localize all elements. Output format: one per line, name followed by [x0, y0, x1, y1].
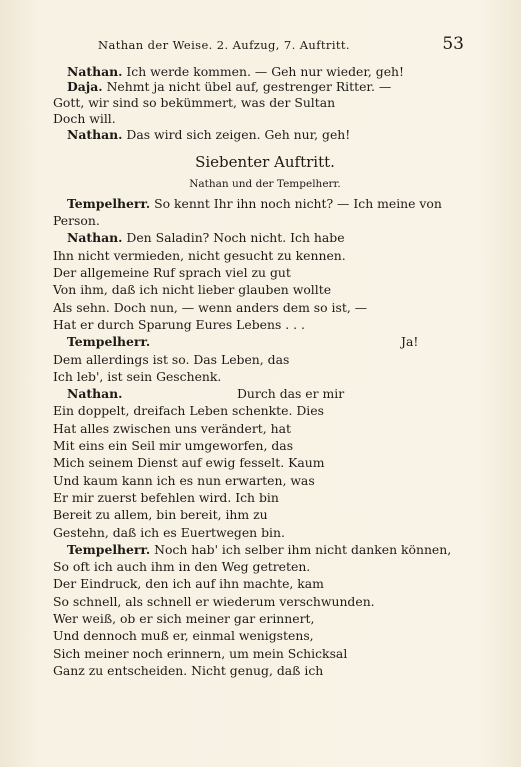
line-text: Den Saladin? Noch nicht. Ich habe [126, 230, 345, 246]
page-body [53, 63, 469, 679]
text-line: Sich meiner noch erinnern, um mein Schicksal [53, 645, 348, 661]
text-line [53, 385, 469, 402]
text-line: Gestehn, daß ich es Euertwegen bin. [53, 524, 285, 540]
text-line: Als sehn. Doch nun, — wenn anders dem so ist, — [53, 299, 368, 315]
scene-title: Siebenter Auftritt. [195, 152, 335, 171]
text-line [53, 541, 469, 558]
text-line [53, 333, 469, 350]
speaker-name: Daja. [67, 79, 103, 95]
text-line: Ihn nicht vermieden, nicht gesucht zu kennen. [53, 247, 346, 263]
line-text: Das wird sich zeigen. Geh nur, geh! [126, 126, 351, 142]
text-line: Er mir zuerst befehlen wird. Ich bin [53, 489, 279, 505]
speaker-name: Nathan. [67, 126, 123, 142]
text-line: Ich leb', ist sein Geschenk. [53, 368, 222, 384]
page-header [98, 34, 464, 54]
line-text: Durch das er mir [237, 386, 345, 402]
text-line [53, 126, 469, 143]
text-line: Und kaum kann ich es nun erwarten, was [53, 472, 315, 488]
speaker-name: Tempelherr. [67, 334, 151, 350]
text-line: Hat alles zwischen uns verändert, hat [53, 420, 291, 436]
text-line: Gott, wir sind so bekümmert, was der Sultan [53, 95, 336, 111]
text-line [53, 229, 469, 246]
speaker-name: Nathan. [67, 64, 123, 79]
text-line: Der Eindruck, den ich auf ihn machte, kam [53, 576, 324, 592]
text-line: Ein doppelt, dreifach Leben schenkte. Dies [53, 403, 324, 419]
spacer [53, 143, 469, 151]
page-number: 53 [442, 34, 464, 54]
text-line: Von ihm, daß ich nicht lieber glauben wollte [53, 282, 332, 298]
text-line: Ganz zu entscheiden. Nicht genug, daß ich [53, 662, 324, 678]
running-head: Nathan der Weise. 2. Aufzug, 7. Auftritt. [98, 38, 350, 52]
text-line: Und dennoch muß er, einmal wenigstens, [53, 628, 314, 644]
text-line: Person. [53, 213, 100, 229]
speaker-name: Tempelherr. [67, 195, 151, 211]
text-line: Mit eins ein Seil mir umgeworfen, das [53, 438, 294, 454]
line-text: So kennt Ihr ihn noch nicht? — Ich meine von [154, 195, 442, 211]
text-line: Dem allerdings ist so. Das Leben, das [53, 351, 290, 367]
text-line: Hat er durch Sparung Eures Lebens . . . [53, 316, 305, 332]
text-line: Bereit zu allem, bin bereit, ihm zu [53, 507, 268, 523]
speaker-name: Nathan. [67, 230, 123, 246]
text-line: Mich seinem Dienst auf ewig fesselt. Kaum [53, 455, 325, 471]
text-line: Wer weiß, ob er sich meiner gar erinnert, [53, 611, 315, 627]
text-line [53, 80, 469, 94]
text-line [53, 195, 469, 212]
text-line: Doch will. [53, 110, 116, 126]
text-line: So oft ich auch ihm in den Weg getreten. [53, 559, 311, 575]
speaker-name: Nathan. [67, 386, 123, 402]
line-text: Ja! [401, 334, 419, 350]
text-line [53, 63, 469, 80]
text-line: So schnell, als schnell er wiederum verschwunden. [53, 593, 375, 609]
speaker-name: Tempelherr. [67, 541, 151, 557]
text-line: Der allgemeine Ruf sprach viel zu gut [53, 265, 291, 281]
line-text: Noch hab' ich selber ihm nicht danken können, [154, 541, 452, 557]
line-text: Nehmt ja nicht übel auf, gestrenger Ritter. — [106, 79, 392, 95]
line-text: Ich werde kommen. — Geh nur wieder, geh! [126, 64, 404, 79]
scene-persons: Nathan und der Tempelherr. [189, 177, 341, 190]
